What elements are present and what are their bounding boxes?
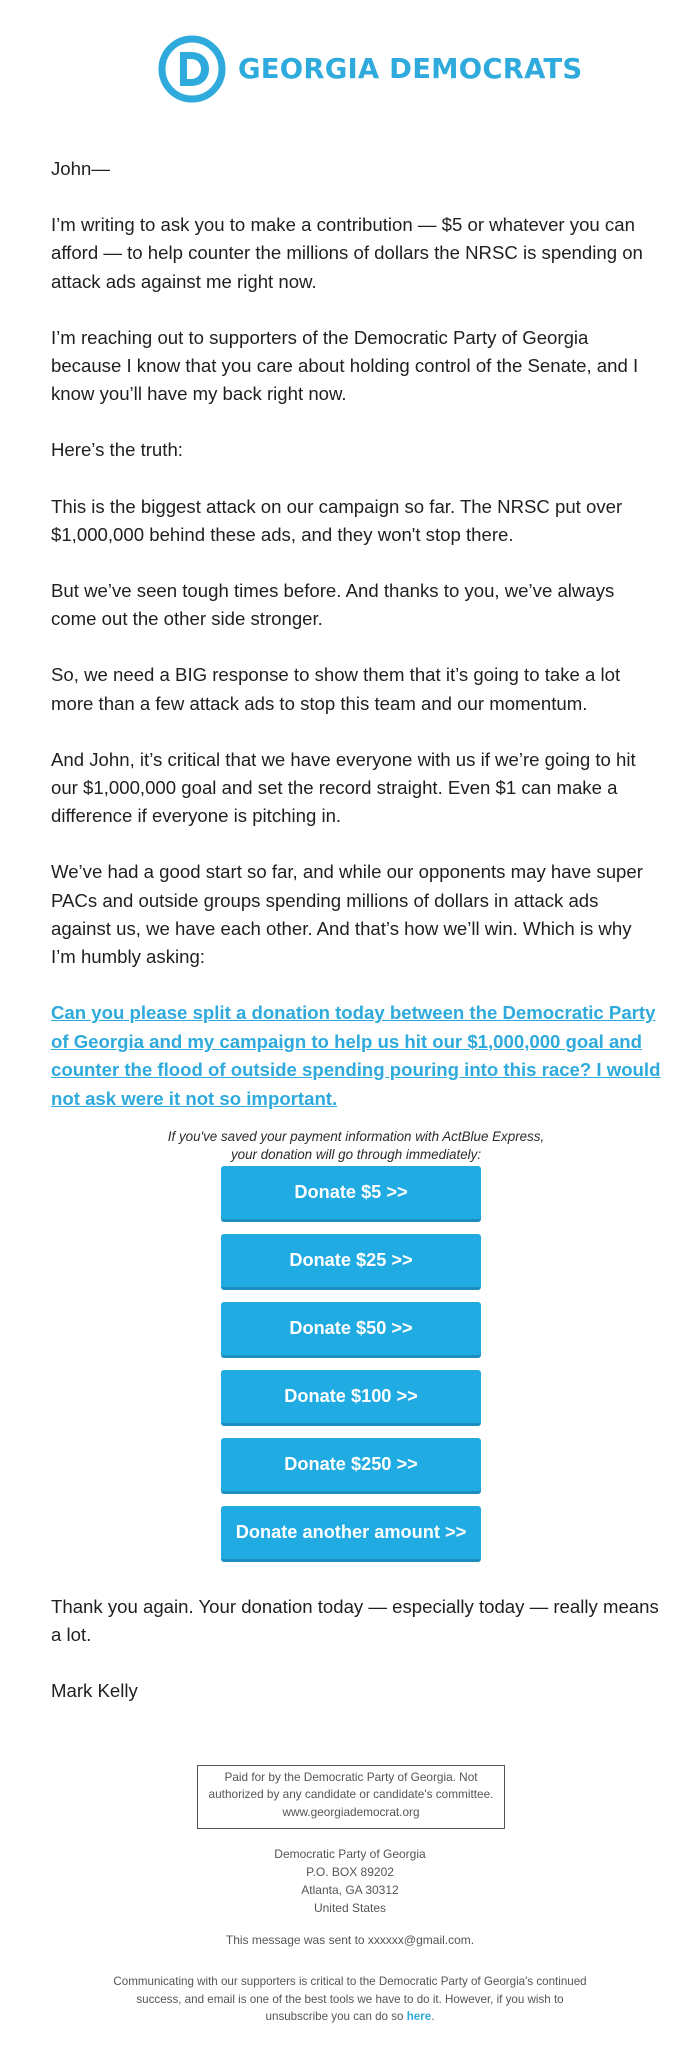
donate-50-button[interactable]: Donate $50 >> xyxy=(221,1302,481,1358)
unsubscribe-line-3 xyxy=(95,2008,605,2026)
sent-to-notice: This message was sent to xxxxxx@gmail.com. xyxy=(225,1933,475,1947)
paragraph-1: I’m writing to ask you to make a contribution — $5 or whatever you can afford — to help counter the millions of dollars the NRSC is spending on attack ads against me right now. xyxy=(51,214,643,292)
unsubscribe-link[interactable]: here xyxy=(406,2010,432,2023)
paragraph-5: But we’ve seen tough times before. And thanks to you, we’ve always come out the other side stronger. xyxy=(51,580,615,630)
address-line-1: Democratic Party of Georgia xyxy=(274,1847,426,1861)
actblue-note xyxy=(51,1128,661,1163)
paid-for-disclaimer xyxy=(197,1765,505,1829)
unsubscribe-notice xyxy=(95,1973,605,2026)
address-line-3: Atlanta, GA 30312 xyxy=(301,1883,399,1897)
email-body xyxy=(51,155,661,1113)
paragraph-2: I’m reaching out to supporters of the Democratic Party of Georgia because I know that you care about holding control of the Senate, and I know you’ll have my back right now. xyxy=(51,326,639,405)
paragraph-4: This is the biggest attack on our campaign so far. The NRSC put over $1,000,000 behind these ads, and they won't stop there. xyxy=(51,495,623,545)
georgia-democrats-logo[interactable] xyxy=(158,35,582,103)
paragraph-7: And John, it’s critical that we have everyone with us if we’re going to hit our $1,000,000 goal and set the record straight. Even $1 can make a difference if everyone is pitching in. xyxy=(51,748,636,827)
donate-5-button[interactable]: Donate $5 >> xyxy=(221,1166,481,1222)
unsubscribe-text: unsubscribe you can do so xyxy=(265,2010,404,2023)
actblue-note-line-1: If you've saved your payment information with ActBlue Express, xyxy=(167,1129,545,1144)
unsubscribe-line-1: Communicating with our supporters is critical to the Democratic Party of Georgia's continued xyxy=(113,1975,587,1988)
thank-you-text: Thank you again. Your donation today — especially today — really means a lot. xyxy=(51,1596,659,1646)
address-line-2: P.O. BOX 89202 xyxy=(306,1865,394,1879)
paragraph-8: We’ve had a good start so far, and while our opponents may have super PACs and outside groups spending millions of dollars in attack ads against us, we have each other. And that’s how we’ll win. Which is why I’m humbly asking: xyxy=(51,861,643,968)
signature: Mark Kelly xyxy=(51,1680,138,1702)
donate-button-list xyxy=(221,1166,481,1574)
donate-250-button[interactable]: Donate $250 >> xyxy=(221,1438,481,1494)
address-line-4: United States xyxy=(313,1901,387,1915)
donation-ask-link[interactable]: Can you please split a donation today between the Democratic Party of Georgia and my campaign to help us hit our $1,000,000 goal and counter the flood of outside spending pouring into this race? I would not ask were it not so important. xyxy=(51,1002,661,1109)
donate-25-button[interactable]: Donate $25 >> xyxy=(221,1234,481,1290)
greeting: John— xyxy=(51,158,110,179)
donate-other-amount-button[interactable]: Donate another amount >> xyxy=(221,1506,481,1562)
disclaimer-line-2: authorized by any candidate or candidate's committee. xyxy=(208,1787,494,1802)
unsubscribe-line-2: success, and email is one of the best tools we have to do it. However, if you wish to xyxy=(136,1992,564,2006)
disclaimer-line-1: Paid for by the Democratic Party of Georgia. Not xyxy=(224,1770,478,1784)
actblue-note-line-2: your donation will go through immediately: xyxy=(230,1146,482,1162)
unsubscribe-period: . xyxy=(431,2010,435,2023)
closing xyxy=(51,1593,661,1734)
donate-100-button[interactable]: Donate $100 >> xyxy=(221,1370,481,1426)
disclaimer-line-3: www.georgiademocrat.org xyxy=(282,1804,420,1819)
mailing-address xyxy=(200,1845,500,1917)
logo-text: GEORGIA DEMOCRATS xyxy=(238,53,583,85)
paragraph-3: Here’s the truth: xyxy=(51,439,183,461)
democrats-d-logo-icon xyxy=(158,35,226,103)
paragraph-6: So, we need a BIG response to show them that it’s going to take a lot more than a few attack ads to stop this team and our momentum. xyxy=(51,664,621,714)
